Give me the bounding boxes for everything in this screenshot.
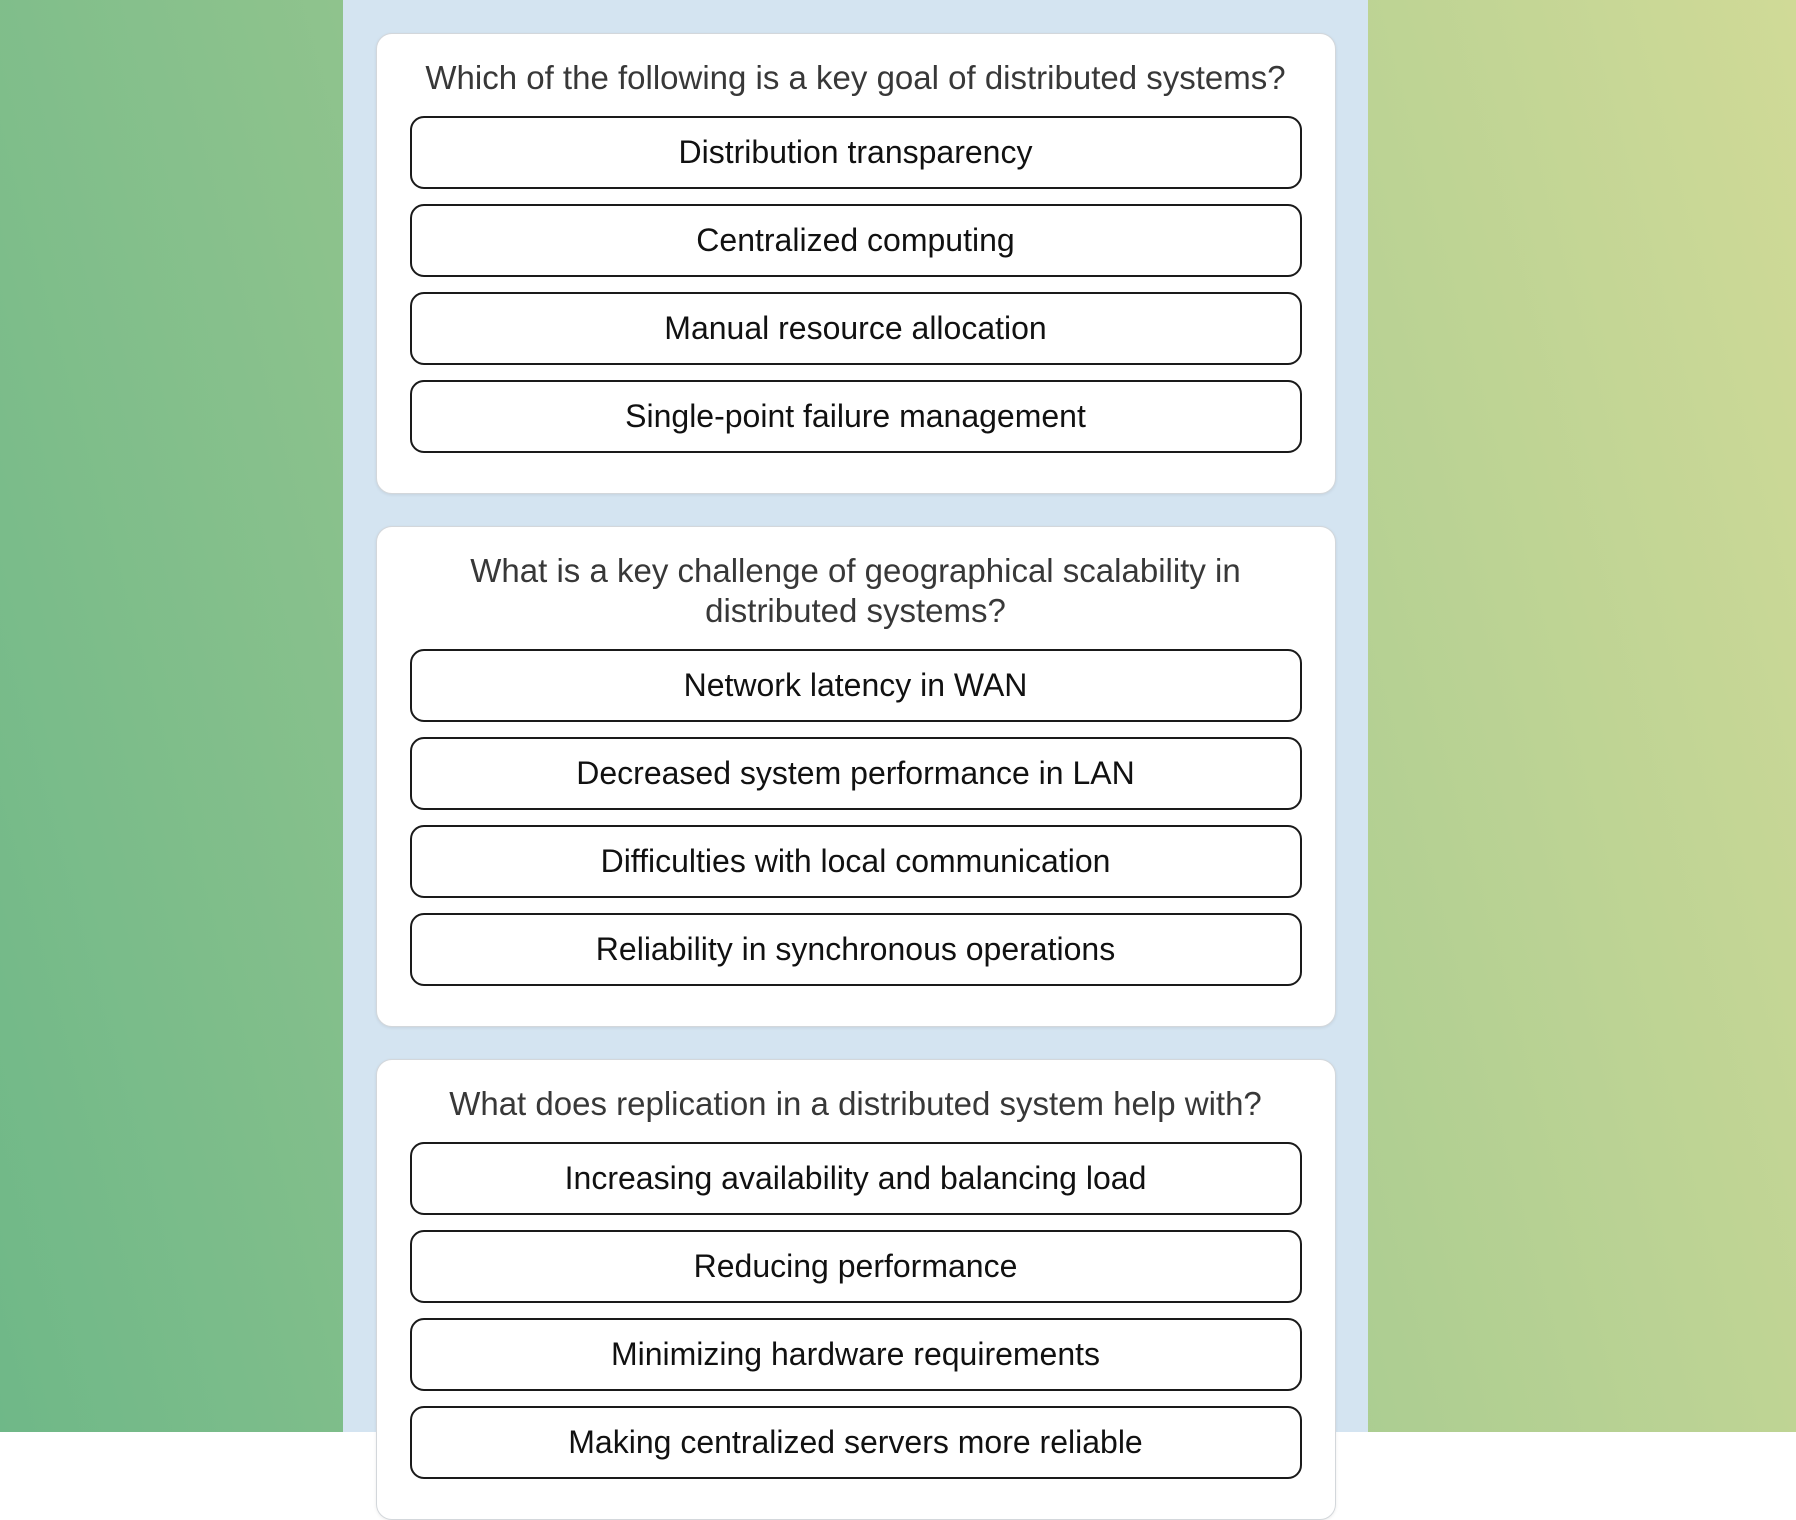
answer-list (410, 649, 1302, 986)
answer-option[interactable]: Minimizing hardware requirements (410, 1318, 1302, 1391)
answer-option[interactable]: Reducing performance (410, 1230, 1302, 1303)
question-prompt: Which of the following is a key goal of distributed systems? (425, 59, 1286, 96)
answer-list (410, 116, 1302, 453)
question-prompt: What does replication in a distributed system help with? (449, 1085, 1262, 1122)
question-card-3 (376, 1059, 1336, 1520)
answer-list (410, 1142, 1302, 1479)
answer-option[interactable]: Reliability in synchronous operations (410, 913, 1302, 986)
answer-option[interactable]: Increasing availability and balancing load (410, 1142, 1302, 1215)
question-card-1 (376, 33, 1336, 494)
answer-option[interactable]: Making centralized servers more reliable (410, 1406, 1302, 1479)
answer-option[interactable]: Single-point failure management (410, 380, 1302, 453)
answer-option[interactable]: Difficulties with local communication (410, 825, 1302, 898)
answer-option[interactable]: Decreased system performance in LAN (410, 737, 1302, 810)
answer-option[interactable]: Distribution transparency (410, 116, 1302, 189)
answer-option[interactable]: Manual resource allocation (410, 292, 1302, 365)
quiz-panel (343, 0, 1368, 1460)
question-prompt: What is a key challenge of geographical scalability in distributed systems? (470, 552, 1241, 629)
question-card-2 (376, 526, 1336, 1027)
answer-option[interactable]: Network latency in WAN (410, 649, 1302, 722)
answer-option[interactable]: Centralized computing (410, 204, 1302, 277)
